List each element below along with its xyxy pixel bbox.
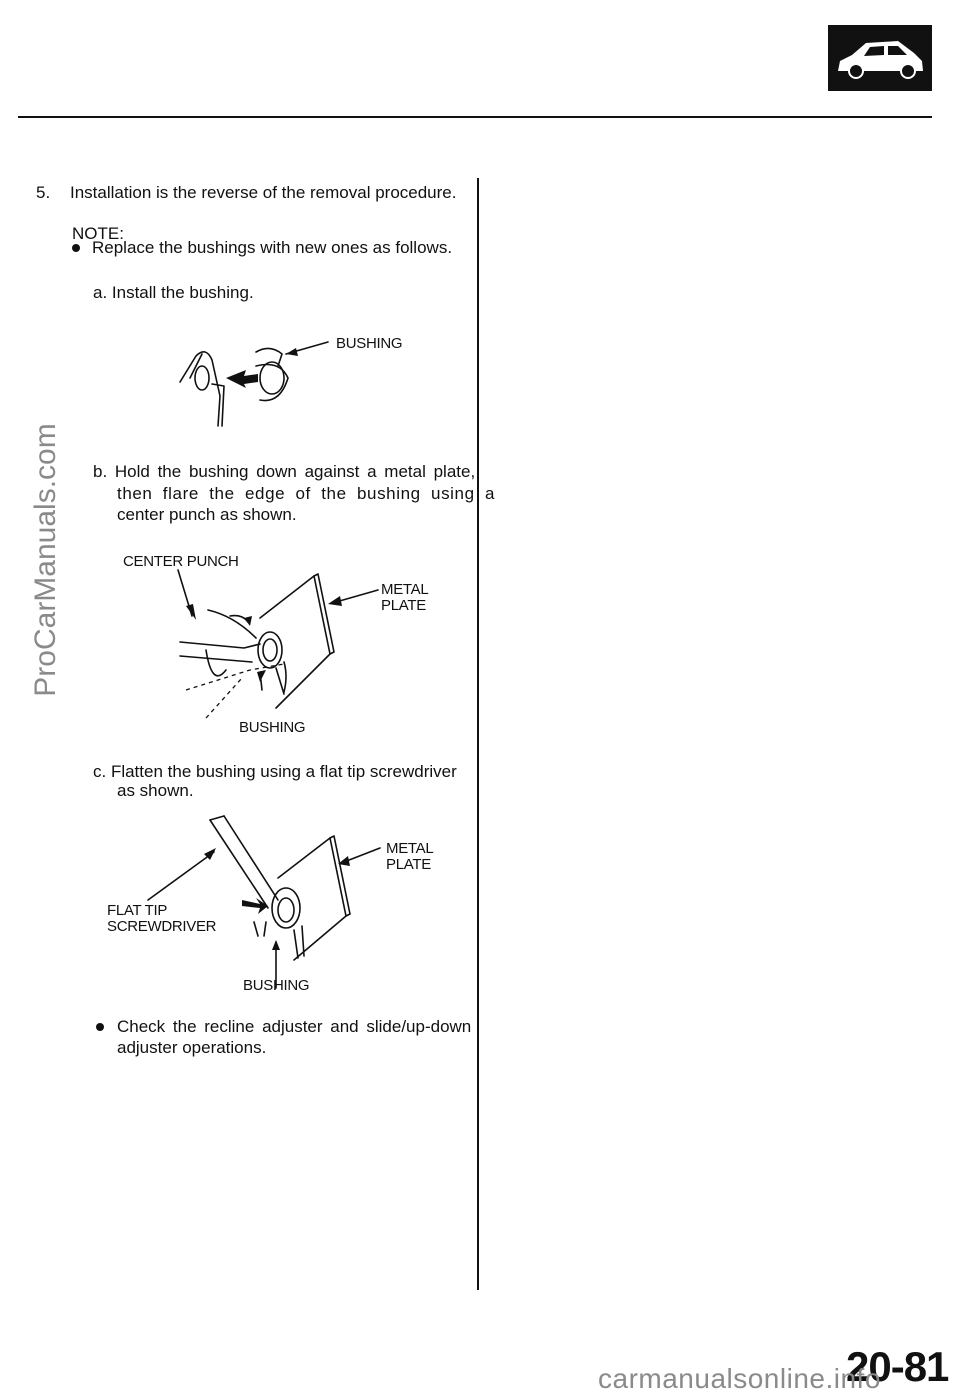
step-number: 5. bbox=[36, 183, 51, 202]
label-metal-plate-c1: METAL bbox=[386, 840, 434, 857]
label-metal-plate-b1: METAL bbox=[381, 581, 429, 598]
car-icon-box bbox=[828, 25, 932, 91]
label-metal-plate-c2: PLATE bbox=[386, 856, 431, 873]
label-screwdriver-2: SCREWDRIVER bbox=[107, 918, 217, 935]
bullet-text: Replace the bushings with new ones as follows. bbox=[92, 238, 453, 257]
label-bushing-b: BUSHING bbox=[239, 719, 306, 736]
substep-c-line2: as shown. bbox=[117, 781, 194, 800]
footer-watermark: carmanualsonline.info bbox=[598, 1363, 881, 1394]
substep-c-line1: c. Flatten the bushing using a flat tip screwdriver bbox=[93, 762, 457, 781]
substep-b-line2: then flare the edge of the bushing using a bbox=[117, 484, 496, 503]
column-divider bbox=[477, 178, 479, 1290]
label-bushing-a: BUSHING bbox=[336, 335, 403, 352]
bullet2-line2: adjuster operations. bbox=[117, 1038, 267, 1057]
substep-b-line1: b. Hold the bushing down against a metal plate, bbox=[93, 462, 476, 481]
bullet2-line1: Check the recline adjuster and slide/up-down bbox=[117, 1017, 472, 1036]
label-center-punch: CENTER PUNCH bbox=[123, 553, 239, 570]
substep-a: a. Install the bushing. bbox=[93, 283, 254, 302]
figure-flatten-bushing bbox=[130, 812, 450, 992]
car-silhouette-icon bbox=[828, 25, 932, 91]
page-number: 20-81 bbox=[846, 1343, 949, 1390]
label-metal-plate-b2: PLATE bbox=[381, 597, 426, 614]
label-bushing-c: BUSHING bbox=[243, 977, 310, 994]
header-rule bbox=[18, 116, 932, 118]
bullet bbox=[96, 1023, 104, 1031]
label-screwdriver-1: FLAT TIP bbox=[107, 902, 168, 919]
step-text: Installation is the reverse of the removal procedure. bbox=[70, 183, 457, 202]
bullet bbox=[72, 244, 80, 252]
substep-b-line3: center punch as shown. bbox=[117, 505, 297, 524]
note-label: NOTE: bbox=[72, 224, 124, 243]
